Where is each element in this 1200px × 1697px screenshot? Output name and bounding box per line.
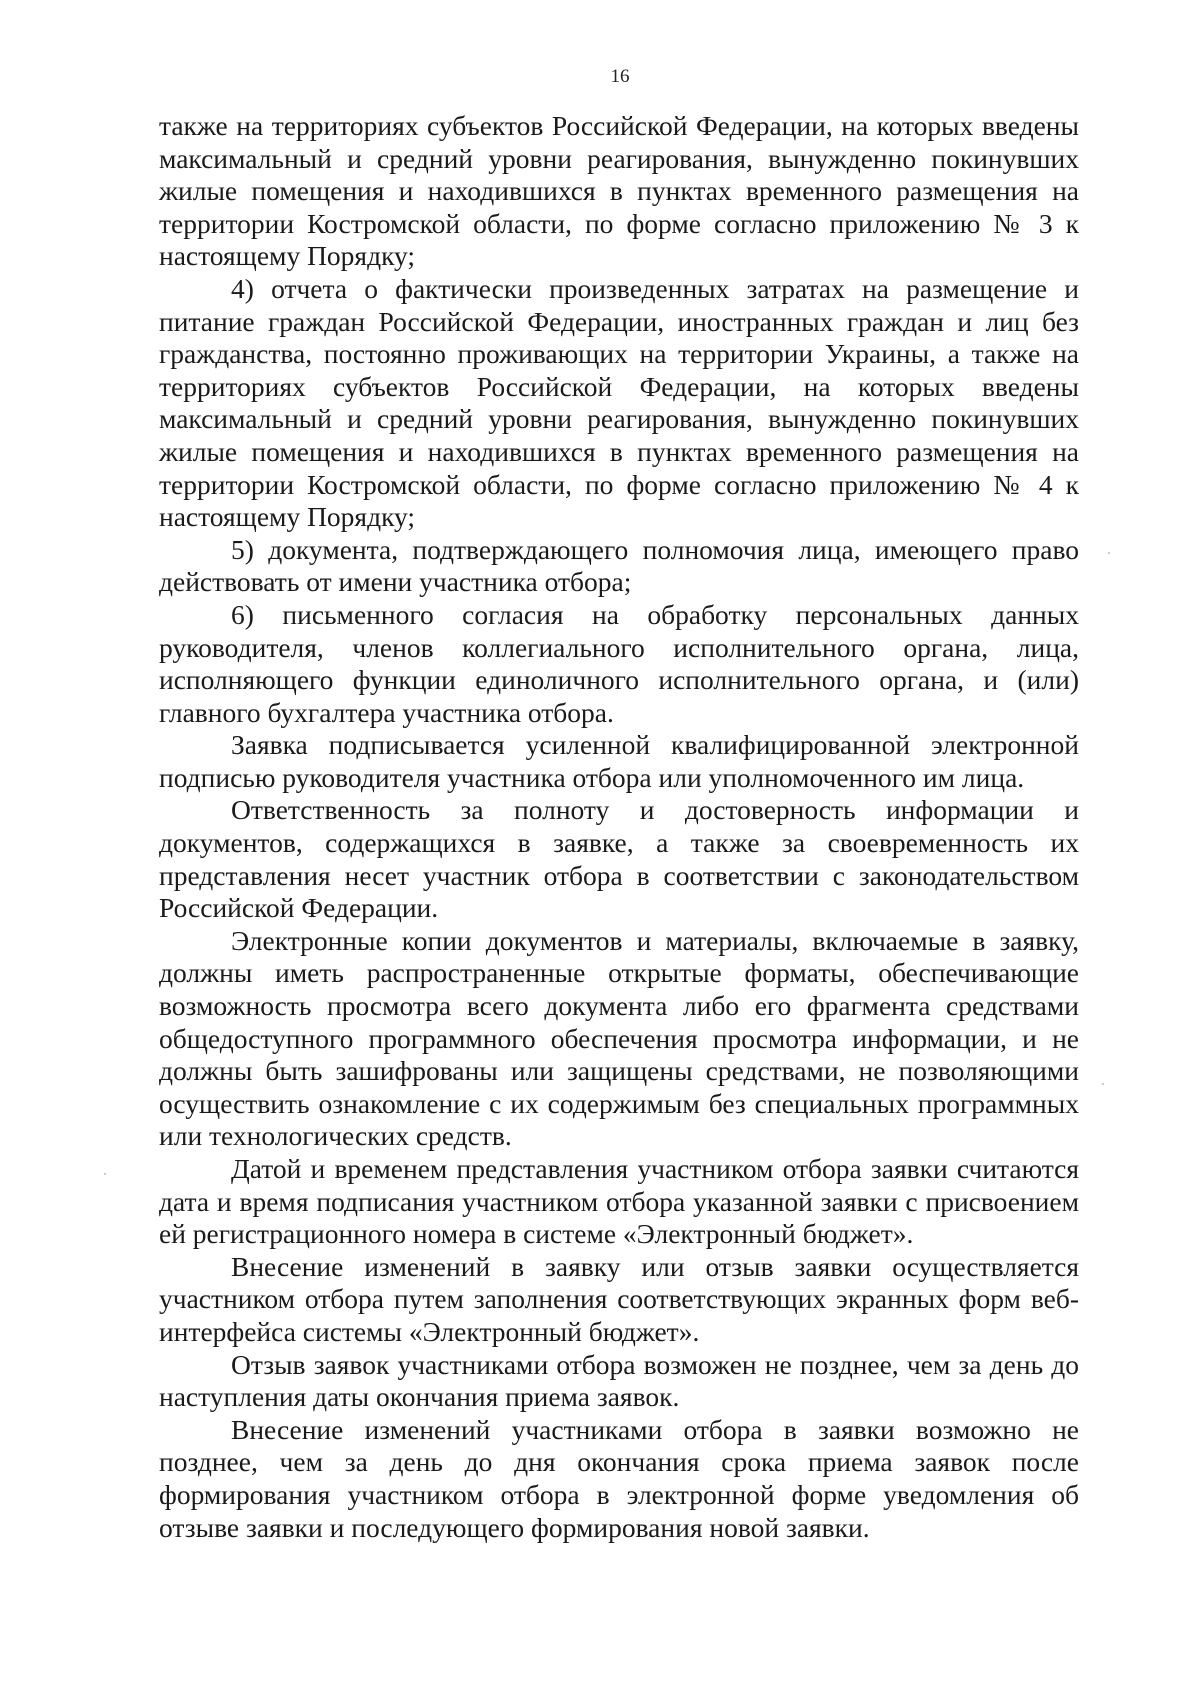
paragraph-electronic-copies: Электронные копии документов и материалы, включаемые в заявку, должны иметь распространенные открытые форматы, обеспечивающие возможность просмотра всего документа либо его фрагмента средствами общедоступного программного обеспечения просмотра информации, и не должны быть зашифрованы или защищены средствами, не позволяющими осуществить ознакомление с их содержимым без специальных программных или технологических средств. bbox=[159, 924, 1079, 1152]
paragraph-continuation: также на территориях субъектов Российской Федерации, на которых введены максимальный и средний уровни реагирования, вынужденно покинувших жилые помещения и находившихся в пунктах временного размещения на территории Костромской области, по форме согласно приложению № 3 к настоящему Порядку; bbox=[159, 110, 1079, 272]
document-body bbox=[159, 110, 1079, 1544]
paragraph-item-6: 6) письменного согласия на обработку персональных данных руководителя, членов коллегиального исполнительного органа, лица, исполняющего функции единоличного исполнительного органа, и (или) главного бухгалтера участника отбора. bbox=[159, 598, 1079, 728]
paragraph-responsibility: Ответственность за полноту и достоверность информации и документов, содержащихся в заявке, а также за своевременность их представления несет участник отбора в соответствии с законодательством Российской Федерации. bbox=[159, 794, 1079, 924]
paragraph-item-5: 5) документа, подтверждающего полномочия лица, имеющего право действовать от имени участника отбора; bbox=[159, 533, 1079, 598]
paragraph-withdrawal-deadline: Отзыв заявок участниками отбора возможен не позднее, чем за день до наступления даты окончания приема заявок. bbox=[159, 1348, 1079, 1413]
scan-speck bbox=[104, 1173, 106, 1175]
page-number: 16 bbox=[610, 66, 630, 87]
paragraph-submission-date: Датой и временем представления участником отбора заявки считаются дата и время подписания участником отбора указанной заявки с присвоением ей регистрационного номера в системе «Электронный бюджет». bbox=[159, 1153, 1079, 1250]
scan-speck bbox=[1102, 1083, 1104, 1085]
paragraph-changes-deadline: Внесение изменений участниками отбора в заявки возможно не позднее, чем за день до дня окончания срока приема заявок после формирования участником отбора в электронной форме уведомления об отзыве заявки и последующего формирования новой заявки. bbox=[159, 1413, 1079, 1543]
scan-speck bbox=[1108, 552, 1110, 554]
paragraph-changes-or-withdrawal: Внесение изменений в заявку или отзыв заявки осуществляется участником отбора путем заполнения соответствующих экранных форм веб-интерфейса системы «Электронный бюджет». bbox=[159, 1250, 1079, 1347]
paragraph-signature: Заявка подписывается усиленной квалифицированной электронной подписью руководителя участника отбора или уполномоченного им лица. bbox=[159, 729, 1079, 793]
paragraph-item-4: 4) отчета о фактически произведенных затратах на размещение и питание граждан Российской Федерации, иностранных граждан и лиц без гражданства, постоянно проживающих на территории Украины, а также на территориях субъектов Российской Федерации, на которых введены максимальный и средний уровни реагирования, вынужденно покинувших жилые помещения и находившихся в пунктах временного размещения на территории Костромской области, по форме согласно приложению № 4 к настоящему Порядку; bbox=[159, 272, 1079, 533]
